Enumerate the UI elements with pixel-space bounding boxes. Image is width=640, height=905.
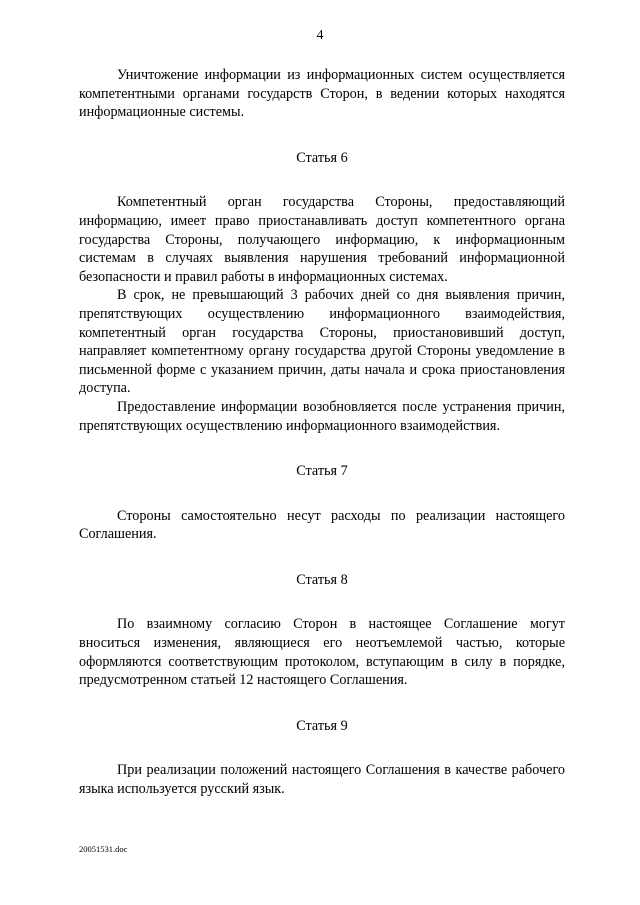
spacer [79, 544, 565, 571]
document-body [79, 66, 565, 799]
spacer [79, 589, 565, 615]
spacer [79, 481, 565, 507]
article-6-paragraph-1: Компетентный орган государства Стороны, предоставляющий информацию, имеет право приостанавливать доступ компетентного органа государства Стороны, получающего информацию, к информационным системам в случаях выявления нарушения требований информационной безопасности и правил работы в информационных системах. [79, 194, 565, 285]
paragraph-info-destruction: Уничтожение информации из информационных систем осуществляется компетентными органами государств Сторон, в ведении которых находятся информационные системы. [79, 67, 565, 121]
article-8-paragraph-1: По взаимному согласию Сторон в настоящее Соглашение могут вноситься изменения, являющиеся его неотъемлемой частью, которые оформляются соответствующим протоколом, вступающим в силу в порядке, предусмотренном статьей 12 настоящего Соглашения. [79, 616, 565, 689]
article-9-heading: Статья 9 [296, 717, 348, 734]
article-7-heading: Статья 7 [296, 463, 348, 480]
spacer [79, 690, 565, 717]
spacer [79, 122, 565, 149]
article-6-heading: Статья 6 [296, 149, 348, 166]
page-number: 4 [316, 28, 324, 43]
article-9-paragraph-1: При реализации положений настоящего Соглашения в качестве рабочего языка используется русский язык. [79, 762, 565, 798]
spacer [79, 167, 565, 193]
spacer [79, 435, 565, 462]
article-6-paragraph-2: В срок, не превышающий 3 рабочих дней со дня выявления причин, препятствующих осуществлению информационного взаимодействия, компетентный орган государства Стороны, приостановивший доступ, направляет компетентному органу государства другой Стороны уведомление в письменной форме с указанием причин, даты начала и срока приостановления доступа. [79, 287, 565, 397]
article-6-paragraph-3: Предоставление информации возобновляется после устранения причин, препятствующих осуществлению информационного взаимодействия. [79, 398, 565, 434]
footer-filename: 20051531.doc [79, 844, 128, 854]
article-7-paragraph-1: Стороны самостоятельно несут расходы по реализации настоящего Соглашения. [79, 507, 565, 543]
article-8-heading: Статья 8 [296, 571, 348, 588]
spacer [79, 735, 565, 761]
